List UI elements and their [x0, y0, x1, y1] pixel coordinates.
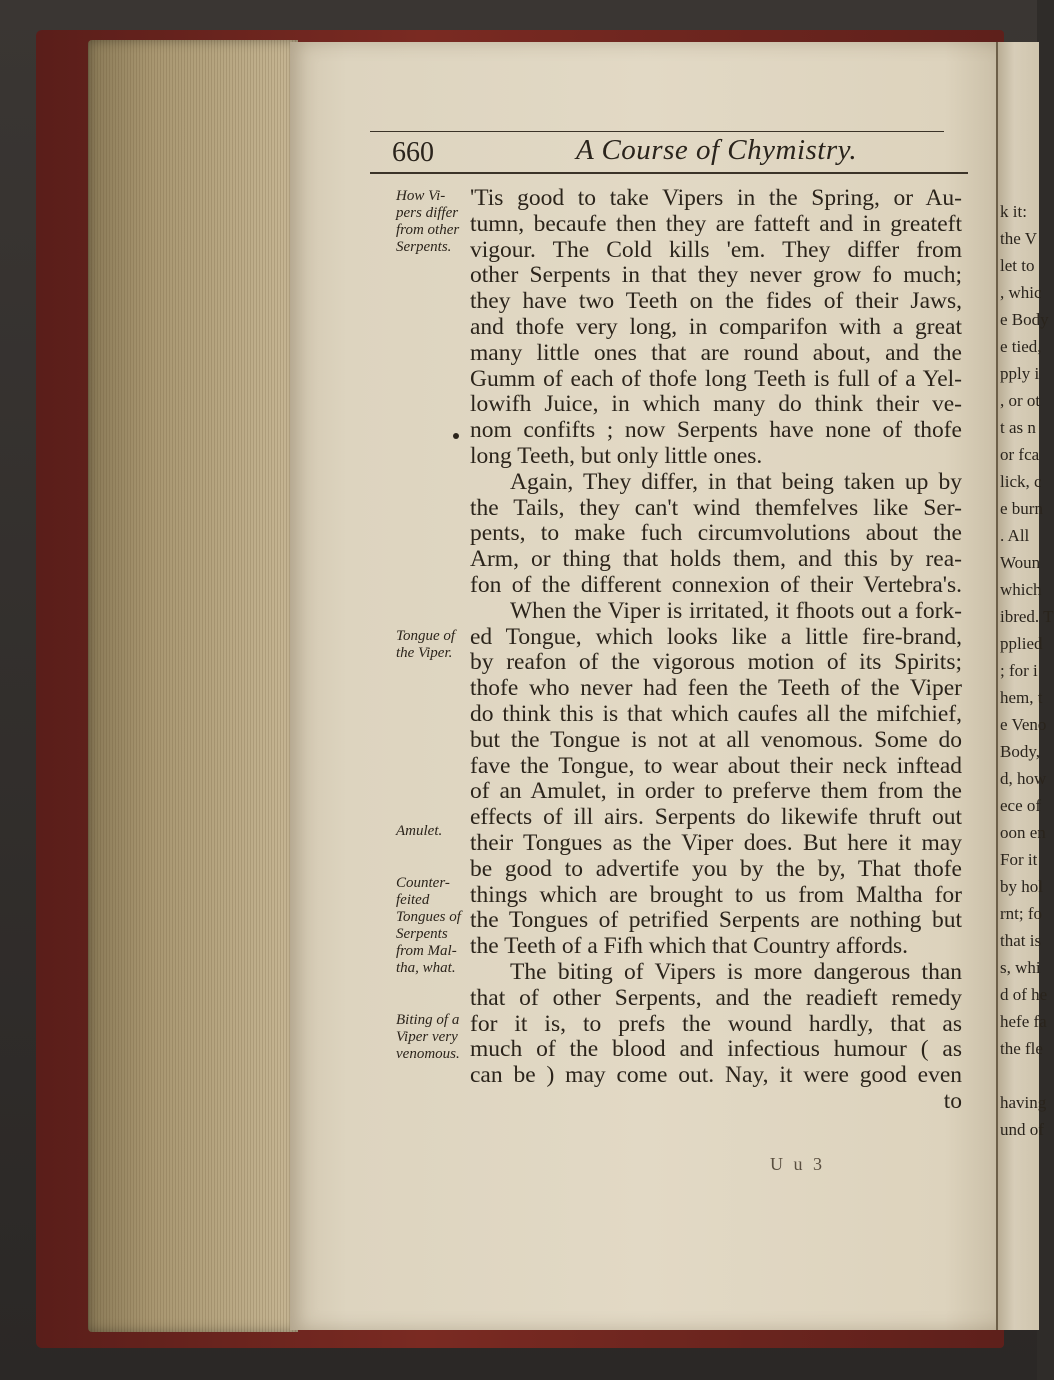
facing-page-line: rnt; fo — [1000, 904, 1043, 923]
facing-page-line: the V — [1000, 229, 1037, 248]
margin-line: Serpents. — [396, 239, 452, 255]
facing-page-line: , whic — [1000, 283, 1042, 302]
facing-page-line: e burn — [1000, 499, 1043, 518]
text-line: their Tongues as the Viper does. But here it may — [470, 829, 962, 856]
text-line: pents, to make fuch circumvolutions about the — [470, 520, 962, 547]
facing-page-line: hefe fa — [1000, 1012, 1047, 1031]
margin-line: from Mal- — [396, 943, 457, 959]
facing-page-line: s, whi — [1000, 958, 1041, 977]
facing-page-line: . All — [1000, 526, 1030, 545]
facing-page-line: which — [1000, 580, 1042, 599]
catchword: to — [943, 1087, 962, 1114]
facing-page-line: t as n — [1000, 418, 1036, 437]
facing-page-line: d, how — [1000, 769, 1047, 788]
facing-page-line: by hol — [1000, 877, 1043, 896]
margin-line: feited — [396, 892, 430, 908]
text-line: Gumm of each of thofe long Teeth is full of a Yel- — [470, 365, 962, 392]
text-line: other Serpents in that they never grow fo much; — [470, 262, 962, 289]
text-line: they have two Teeth on the fides of their Jaws, — [470, 288, 962, 315]
margin-line: Counter- — [396, 875, 450, 891]
facing-page-text — [1000, 198, 1054, 1143]
text-line: can be ) may come out. Nay, it were good even — [470, 1062, 962, 1089]
text-line: When the Viper is irritated, it fhoots out a fork- — [510, 597, 962, 624]
facing-page-line: ibred. T — [1000, 607, 1054, 626]
running-title: A Course of Chymistry. — [576, 134, 858, 166]
text-line: effects of ill airs. Serpents do likewife thruft out — [470, 804, 962, 831]
header-bottom-rule — [370, 172, 968, 174]
facing-page — [996, 42, 1054, 1330]
facing-page-line: lick, c — [1000, 472, 1042, 491]
facing-page-line: e tied, — [1000, 337, 1042, 356]
text-line: Again, They differ, in that being taken up by — [510, 468, 962, 495]
facing-page-line: oon en — [1000, 823, 1046, 842]
facing-page-line: having — [1000, 1093, 1047, 1112]
signature-mark: U u 3 — [770, 1154, 825, 1174]
facing-page-line: pplied — [1000, 634, 1043, 653]
text-line: many little ones that are round about, and the — [470, 339, 962, 366]
text-line: tumn, becaufe then they are fatteft and in greateft — [470, 210, 962, 237]
text-line: Arm, or thing that holds them, and this by rea- — [470, 546, 962, 573]
text-line: the Teeth of a Fifh which that Country affords. — [470, 933, 909, 960]
facing-page-line: pply i — [1000, 364, 1040, 383]
facing-page-line: e Veno — [1000, 715, 1047, 734]
text-line: ed Tongue, which looks like a little fire-brand, — [470, 623, 962, 650]
text-line: by reafon of the vigorous motion of its Spirits; — [470, 649, 962, 676]
facing-page-line: For it — [1000, 850, 1038, 869]
margin-line: pers differ — [396, 205, 459, 221]
text-line: nom confifts ; now Serpents have none of thofe — [470, 417, 962, 444]
margin-line: Viper very — [396, 1029, 458, 1045]
facing-page-line: , or ot — [1000, 391, 1041, 410]
text-line: lowifh Juice, in which many do think their ve- — [470, 391, 962, 418]
margin-line: Tongue of — [396, 628, 456, 644]
text-line: and thofe very long, in comparifon with a great — [470, 313, 962, 340]
header-top-rule — [370, 131, 944, 132]
margin-line: How Vi- — [396, 188, 446, 204]
text-line: for it is, to prefs the wound hardly, that as — [470, 1010, 962, 1037]
facing-page-line: Body, — [1000, 742, 1040, 761]
page-edges — [88, 40, 298, 1332]
facing-page-line: und of — [1000, 1120, 1044, 1139]
text-line: be good to advertife you by the by, That thofe — [470, 855, 962, 882]
text-line: do think this is that which caufes all the mifchief, — [470, 700, 962, 727]
text-line: fave the Tongue, to wear about their neck inftead — [470, 752, 962, 779]
facing-page-line: that is — [1000, 931, 1042, 950]
text-line: the Tongues of petrified Serpents are nothing but — [470, 907, 962, 934]
facing-page-line: d of he — [1000, 985, 1048, 1004]
text-line: things which are brought to us from Maltha for — [470, 881, 962, 908]
text-line: The biting of Vipers is more dangerous than — [510, 958, 962, 985]
text-line: but the Tongue is not at all venomous. Some do — [470, 726, 962, 753]
facing-page-line — [1000, 1062, 1054, 1089]
margin-line: the Viper. — [396, 645, 453, 661]
text-line: long Teeth, but only little ones. — [470, 442, 763, 469]
facing-page-line: Woun — [1000, 553, 1041, 572]
text-line: vigour. The Cold kills 'em. They differ from — [470, 236, 962, 263]
text-line: fon of the different connexion of their Vertebra's. — [470, 571, 962, 598]
margin-line: Biting of a — [396, 1012, 460, 1028]
margin-line: from other — [396, 222, 460, 238]
text-line: that of other Serpents, and the readieft remedy — [470, 984, 962, 1011]
margin-line: venomous. — [396, 1046, 460, 1062]
facing-page-line: let to — [1000, 256, 1035, 275]
facing-page-line: or fca — [1000, 445, 1040, 464]
ink-dot — [453, 433, 459, 439]
text-line: thofe who never had feen the Teeth of the Viper — [470, 675, 962, 702]
margin-line: Amulet. — [396, 823, 443, 839]
facing-page-line: k it: — [1000, 202, 1027, 221]
facing-page-line: e Body — [1000, 310, 1049, 329]
facing-page-line: ece of — [1000, 796, 1042, 815]
text-line: the Tails, they can't wind themfelves like Ser- — [470, 494, 962, 521]
text-line: 'Tis good to take Vipers in the Spring, or Au- — [470, 185, 962, 211]
text-line: of an Amulet, in order to preferve them from the — [470, 778, 962, 805]
facing-page-line: hem, t — [1000, 688, 1043, 707]
body-text — [470, 186, 962, 1115]
margin-line: tha, what. — [396, 960, 456, 976]
facing-page-line: the fle — [1000, 1039, 1043, 1058]
text-line: much of the blood and infectious humour ( as — [470, 1036, 962, 1063]
page-number: 660 — [392, 137, 434, 168]
margin-line: Tongues of — [396, 909, 461, 925]
facing-page-line: ; for i — [1000, 661, 1038, 680]
margin-line: Serpents — [396, 926, 448, 942]
